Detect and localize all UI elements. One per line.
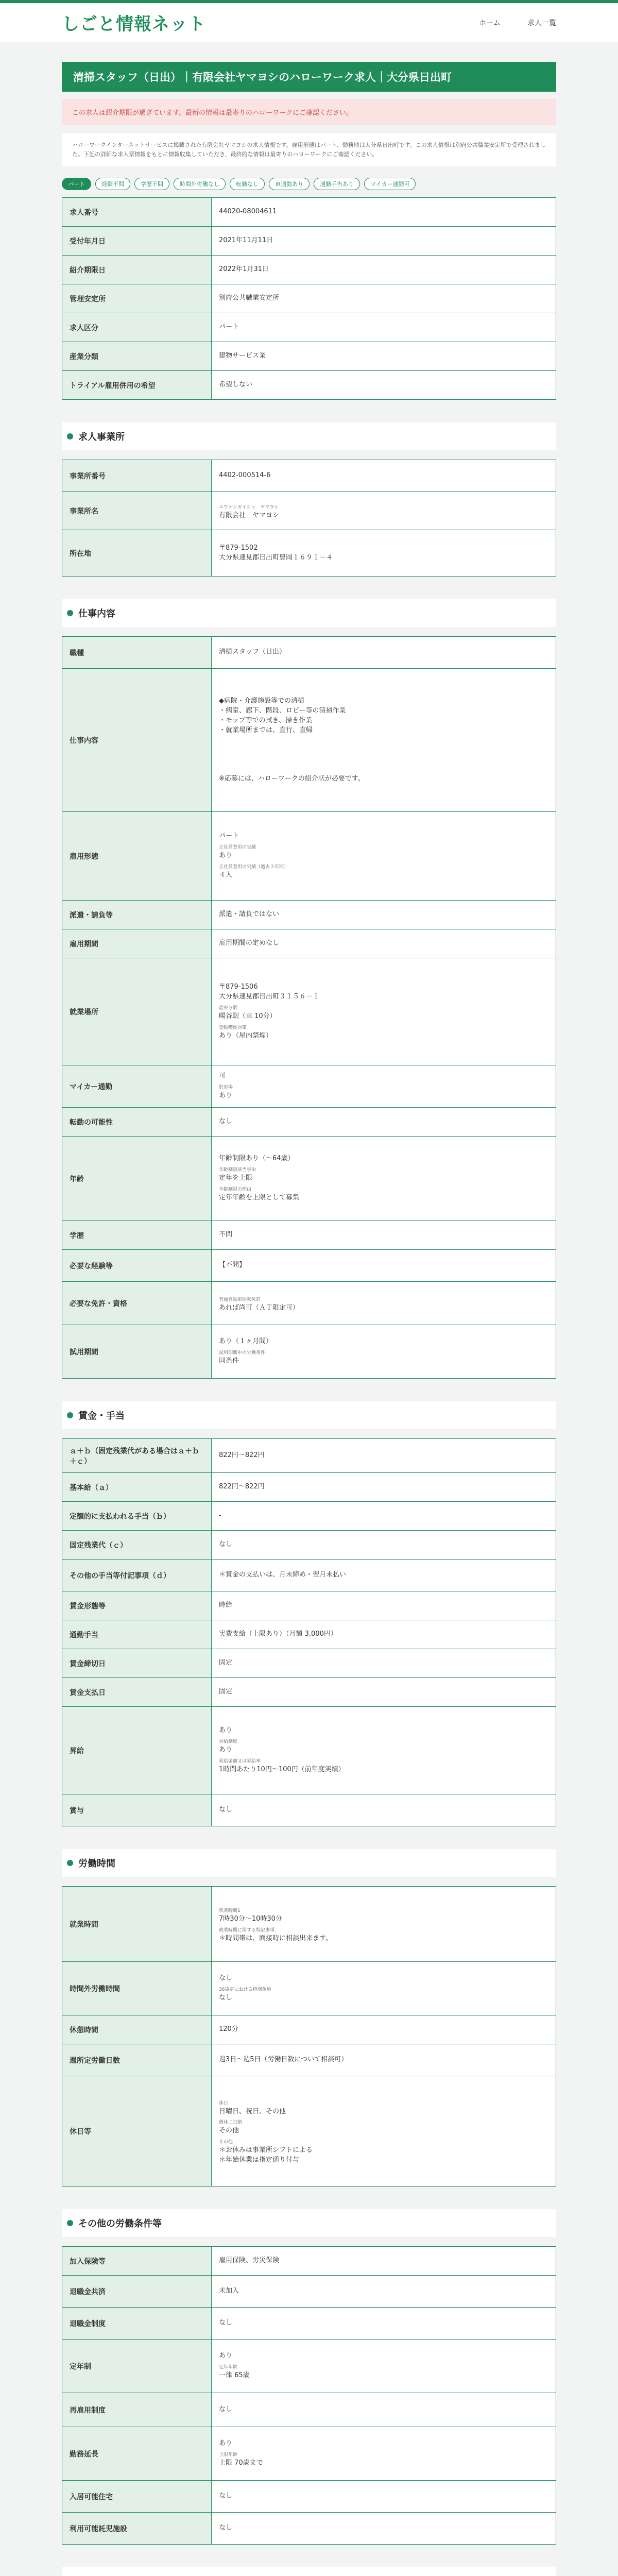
row-value: ＊賞金の支払いは、月末締め・翌月末払い <box>212 1560 556 1591</box>
row-label: 事業所名 <box>62 492 212 530</box>
row-sub-value: ＊時間帯は、面接時に相談出来ます。 <box>219 1934 332 1942</box>
expired-alert: この求人は紹介期限が過ぎています。最新の情報は最寄りのハローワークにご確認ください。 <box>62 99 556 125</box>
row-label: 時間外労働時間 <box>62 1962 212 2015</box>
row-sub-value: あり <box>219 1726 233 1735</box>
row-label: 事業所番号 <box>62 460 212 492</box>
row-value: 固定 <box>212 1678 556 1707</box>
row-value: 清掃スタッフ（日出） <box>212 637 556 669</box>
table-row <box>62 812 556 901</box>
row-value: 雇用保険、労災保険 <box>212 2247 556 2276</box>
row-sub-label: 年齢制限該当事由 <box>219 1167 256 1173</box>
row-label: トライアル雇用併用の希望 <box>62 371 212 400</box>
row-value: 未加入 <box>212 2276 556 2308</box>
table-row <box>62 1221 556 1250</box>
section-title: 賃金・手当 <box>78 1411 125 1422</box>
page-title: 清掃スタッフ（日出）｜有限会社ヤマヨシのハローワーク求人｜大分県日出町 <box>62 62 556 92</box>
table-row <box>62 1282 556 1325</box>
table-row <box>62 227 556 256</box>
table-row <box>62 2308 556 2340</box>
section-dot-icon <box>67 610 73 616</box>
row-value: 2022年1月31日 <box>212 256 556 284</box>
row-sub-value: 上限 70歳まで <box>219 2459 263 2467</box>
header-nav <box>479 18 556 28</box>
table-row <box>62 2393 556 2427</box>
row-label: 定年制 <box>62 2340 212 2393</box>
row-sub-label: 昇給制度 <box>219 1739 238 1745</box>
row-sub-label: 昇給金額又は昇給率 <box>219 1759 261 1765</box>
row-label: 退職金共済 <box>62 2276 212 2308</box>
row-value: 〒879-1502 大分県速見郡日出町豊岡１６９１－４ <box>212 530 556 577</box>
table-row <box>62 1591 556 1620</box>
table-row <box>62 637 556 669</box>
section-dot-icon <box>67 1860 73 1866</box>
table-row <box>62 1250 556 1282</box>
row-label: 受付年月日 <box>62 227 212 256</box>
table-row <box>62 492 556 530</box>
row-label: 勤務延長 <box>62 2427 212 2481</box>
row-value <box>212 1707 556 1794</box>
detail-table <box>62 1886 556 2187</box>
section-title: その他の労働条件等 <box>78 2218 162 2230</box>
table-row <box>62 2247 556 2276</box>
table-row <box>62 284 556 313</box>
row-label: 仕事内容 <box>62 669 212 812</box>
table-row <box>62 1473 556 1502</box>
feature-tag[interactable]: パート <box>62 178 91 190</box>
row-sub-label: 普通自動車運転免許 <box>219 1297 261 1302</box>
row-label: 加入保険等 <box>62 2247 212 2276</box>
table-row <box>62 1137 556 1221</box>
table-row <box>62 1065 556 1108</box>
row-sub-value: 有限会社 ヤマヨシ <box>219 511 280 519</box>
row-sub-value: あり <box>219 2352 233 2360</box>
table-row <box>62 1502 556 1531</box>
row-value: 120分 <box>212 2015 556 2044</box>
table-row <box>62 1620 556 1649</box>
section-heading <box>62 1849 556 1877</box>
feature-tags <box>62 178 556 190</box>
row-value <box>212 1282 556 1325</box>
row-value <box>212 1137 556 1221</box>
table-row <box>62 2044 556 2076</box>
detail-table <box>62 1438 556 1826</box>
table-row <box>62 1649 556 1678</box>
row-sub-value: あれば尚可（ＡＴ限定可） <box>219 1303 300 1312</box>
table-row <box>62 342 556 371</box>
table-row <box>62 198 556 227</box>
row-sub-label: ユウゲンガイシャ ヤマヨシ <box>219 504 279 510</box>
feature-tag[interactable]: 車通勤あり <box>269 178 310 190</box>
section-dot-icon <box>67 1412 73 1418</box>
row-value <box>212 1962 556 2015</box>
table-row <box>62 2340 556 2393</box>
table-row <box>62 2513 556 2545</box>
detail-table <box>62 2246 556 2545</box>
table-row <box>62 256 556 284</box>
row-value: 時給 <box>212 1591 556 1620</box>
table-row <box>62 958 556 1065</box>
row-label: 雇用形態 <box>62 812 212 901</box>
table-row <box>62 371 556 400</box>
detail-sections <box>62 197 556 2576</box>
section-dot-icon <box>67 2220 73 2226</box>
row-label: 求人区分 <box>62 313 212 342</box>
row-value: なし <box>212 2481 556 2513</box>
row-value: 4402-000514-6 <box>212 460 556 492</box>
row-value: なし <box>212 2393 556 2427</box>
row-sub-label: 休日 <box>219 2100 229 2106</box>
table-row <box>62 2481 556 2513</box>
row-sub-value: あり（１ヶ月間） <box>219 1337 273 1346</box>
row-sub-label: 定年年齢 <box>219 2365 238 2370</box>
row-sub-value: 7時30分〜10時30分 <box>219 1914 282 1923</box>
row-label: 賃金支払日 <box>62 1678 212 1707</box>
row-value <box>212 1887 556 1962</box>
row-label: 基本給（ａ） <box>62 1473 212 1502</box>
row-value <box>212 492 556 530</box>
row-value: なし <box>212 1531 556 1560</box>
row-label: ａ＋ｂ（固定残業代がある場合はａ＋ｂ＋ｃ） <box>62 1439 212 1473</box>
row-label: 通勤手当 <box>62 1620 212 1649</box>
row-label: マイカー通勤 <box>62 1065 212 1108</box>
row-sub-label: 試用期間中の労働条件 <box>219 1350 266 1356</box>
table-row <box>62 1439 556 1473</box>
row-sub-value: あり <box>219 1092 233 1100</box>
section-title: 労働時間 <box>78 1858 115 1870</box>
row-sub-label: 受動喫煙対策 <box>219 1025 247 1030</box>
section-heading <box>62 2209 556 2237</box>
row-label: その他の手当等付記事項（ｄ） <box>62 1560 212 1591</box>
table-row <box>62 929 556 958</box>
row-value: パート <box>212 313 556 342</box>
row-sub-value: 年齢制限あり（〜64歳） <box>219 1155 295 1163</box>
section-title: 仕事内容 <box>78 608 115 620</box>
row-sub-label: 36協定における特別条項 <box>219 1987 271 1993</box>
row-value <box>212 1065 556 1108</box>
row-sub-label: 正社員登用の実績 <box>219 845 256 851</box>
row-value: なし <box>212 2513 556 2545</box>
row-label: 管理安定所 <box>62 284 212 313</box>
row-sub-value: ４人 <box>219 871 233 879</box>
table-row <box>62 530 556 577</box>
row-label: 派遣・請負等 <box>62 901 212 929</box>
row-label: 職種 <box>62 637 212 669</box>
row-value: 建物サービス業 <box>212 342 556 371</box>
feature-tag[interactable]: 経験不問 <box>95 178 130 190</box>
feature-tag[interactable]: マイカー通勤可 <box>364 178 416 190</box>
row-value <box>212 2427 556 2481</box>
row-sub-value: 〒879-1506 大分県速見郡日出町３１５６－１ <box>219 983 320 1001</box>
row-value: 雇用期間の定めなし <box>212 929 556 958</box>
table-row <box>62 669 556 812</box>
row-label: 昇給 <box>62 1707 212 1794</box>
nav-home-link[interactable]: ホーム <box>479 19 501 27</box>
row-label: 週所定労働日数 <box>62 2044 212 2076</box>
row-label: 再雇用制度 <box>62 2393 212 2427</box>
detail-table <box>62 460 556 577</box>
row-label: 試用期間 <box>62 1325 212 1379</box>
table-row <box>62 1325 556 1379</box>
row-label: 所在地 <box>62 530 212 577</box>
feature-tag[interactable]: 時間外労働なし <box>174 178 226 190</box>
row-sub-label: 最寄り駅 <box>219 1005 238 1011</box>
row-value: - <box>212 1502 556 1531</box>
row-value <box>212 812 556 901</box>
row-value: ◆病院・介護施設等での清掃 ・病室、廊下、階段、ロビー等の清掃作業 ・モップ等での拭き、掃き作業 ・就業場所までは、直行、直帰 ※応募には、ハローワークの紹介状が必要です。 <box>212 669 556 812</box>
row-value: なし <box>212 1794 556 1826</box>
table-row <box>62 1887 556 1962</box>
row-value <box>212 2340 556 2393</box>
table-row <box>62 1108 556 1137</box>
row-value <box>212 2076 556 2187</box>
row-value: 実費支給（上限あり）（月額 3,000円） <box>212 1620 556 1649</box>
table-row <box>62 460 556 492</box>
section-heading <box>62 422 556 450</box>
row-sub-value: あり <box>219 1746 233 1754</box>
row-label: 転勤の可能性 <box>62 1108 212 1137</box>
row-label: 求人番号 <box>62 198 212 227</box>
row-sub-value: その他 <box>219 2127 239 2135</box>
row-label: 必要な免許・資格 <box>62 1282 212 1325</box>
row-label: 就業時間 <box>62 1887 212 1962</box>
row-value: なし <box>212 2308 556 2340</box>
row-label: 必要な経験等 <box>62 1250 212 1282</box>
row-sub-value: あり（屋内禁煙） <box>219 1031 273 1040</box>
table-row <box>62 1962 556 2015</box>
row-sub-label: 週休二日制 <box>219 2120 243 2126</box>
row-sub-value: 暘谷駅（車 10分） <box>219 1012 277 1020</box>
row-sub-value: 同条件 <box>219 1357 239 1365</box>
main-content <box>62 62 556 2576</box>
row-label: 紹介期限日 <box>62 256 212 284</box>
section-title: 求人事業所 <box>78 432 125 443</box>
nav-job-list-link[interactable]: 求人一覧 <box>527 19 556 27</box>
row-label: 退職金制度 <box>62 2308 212 2340</box>
row-sub-label: 上限年齢 <box>219 2452 238 2458</box>
row-value: 【不問】 <box>212 1250 556 1282</box>
row-label: 雇用期間 <box>62 929 212 958</box>
row-value: 822円〜822円 <box>212 1473 556 1502</box>
row-sub-label: 正社員登用の実績（過去３年間） <box>219 865 289 870</box>
row-label: 年齢 <box>62 1137 212 1221</box>
row-label: 休日等 <box>62 2076 212 2187</box>
table-row <box>62 1560 556 1591</box>
table-row <box>62 313 556 342</box>
table-row <box>62 2015 556 2044</box>
table-row <box>62 1707 556 1794</box>
table-row <box>62 1678 556 1707</box>
row-value: 希望しない <box>212 371 556 400</box>
row-sub-value: 1時間あたり10円〜100円（前年度実績） <box>219 1766 345 1774</box>
row-sub-label: 就業時間に関する特記事項 <box>219 1927 275 1933</box>
detail-table <box>62 197 556 400</box>
row-sub-value: 定年年齢を上限として募集 <box>219 1194 300 1202</box>
row-label: 定額的に支払われる手当（ｂ） <box>62 1502 212 1531</box>
row-sub-value: ＊お休みは事業所シフトによる ＊年始休業は指定通り付与 <box>219 2146 313 2164</box>
detail-table <box>62 636 556 1379</box>
row-sub-label: 駐車場 <box>219 1085 233 1091</box>
row-value: 822円〜822円 <box>212 1439 556 1473</box>
table-row <box>62 901 556 929</box>
row-sub-value: 可 <box>219 1072 226 1080</box>
row-sub-label: その他 <box>219 2140 233 2145</box>
row-label: 利用可能託児施設 <box>62 2513 212 2545</box>
row-label: 賞与 <box>62 1794 212 1826</box>
row-sub-value: なし <box>219 1994 233 2002</box>
row-label: 賃金締切日 <box>62 1649 212 1678</box>
section-heading <box>62 1401 556 1429</box>
table-row <box>62 1531 556 1560</box>
row-value: 固定 <box>212 1649 556 1678</box>
row-sub-value: 日曜日、祝日、その他 <box>219 2107 286 2115</box>
row-value: 44020-08004611 <box>212 198 556 227</box>
row-sub-value: なし <box>219 1974 233 1982</box>
section-heading <box>62 2567 556 2576</box>
table-row <box>62 1794 556 1826</box>
row-label: 入居可能住宅 <box>62 2481 212 2513</box>
row-label: 賃金形態等 <box>62 1591 212 1620</box>
row-label: 産業分類 <box>62 342 212 371</box>
row-label: 休憩時間 <box>62 2015 212 2044</box>
section-heading <box>62 599 556 627</box>
feature-tag[interactable]: 通勤手当あり <box>314 178 360 190</box>
table-row <box>62 2076 556 2187</box>
row-sub-value: パート <box>219 832 239 840</box>
row-sub-value: 一律 65歳 <box>219 2371 250 2380</box>
row-sub-value: 定年を上限 <box>219 1174 253 1182</box>
row-sub-label: 年齢制限の理由 <box>219 1187 252 1193</box>
feature-tag[interactable]: 学歴不問 <box>134 178 169 190</box>
row-label: 固定残業代（ｃ） <box>62 1531 212 1560</box>
row-sub-label: 就業時間1 <box>219 1908 241 1913</box>
row-value: 週3日〜週5日（労働日数について相談可） <box>212 2044 556 2076</box>
section-dot-icon <box>67 433 73 439</box>
row-value <box>212 958 556 1065</box>
site-logo[interactable]: しごと情報ネット <box>62 14 206 35</box>
feature-tag[interactable]: 転勤なし <box>230 178 265 190</box>
row-sub-value: あり <box>219 2439 233 2448</box>
row-value <box>212 1325 556 1379</box>
table-row <box>62 2427 556 2481</box>
row-value: 不問 <box>212 1221 556 1250</box>
job-description-box: ハローワークインターネットサービスに掲載された有限会社ヤマヨシの求人情報です。雇用形態はパート、勤務地は大分県日出町です。この求人情報は別府公共職業安定所で受理されました。下記の詳細な求人票情報をもとに情報収集していただき、最終的な情報は最寄りのハローワークにご確認ください。 <box>62 133 556 166</box>
row-value: 派遣・請負ではない <box>212 901 556 929</box>
row-label: 学歴 <box>62 1221 212 1250</box>
row-value: 2021年11月11日 <box>212 227 556 256</box>
row-value: 別府公共職業安定所 <box>212 284 556 313</box>
row-value: なし <box>212 1108 556 1137</box>
row-label: 就業場所 <box>62 958 212 1065</box>
row-sub-value: あり <box>219 852 233 860</box>
site-header <box>0 3 618 42</box>
table-row <box>62 2276 556 2308</box>
